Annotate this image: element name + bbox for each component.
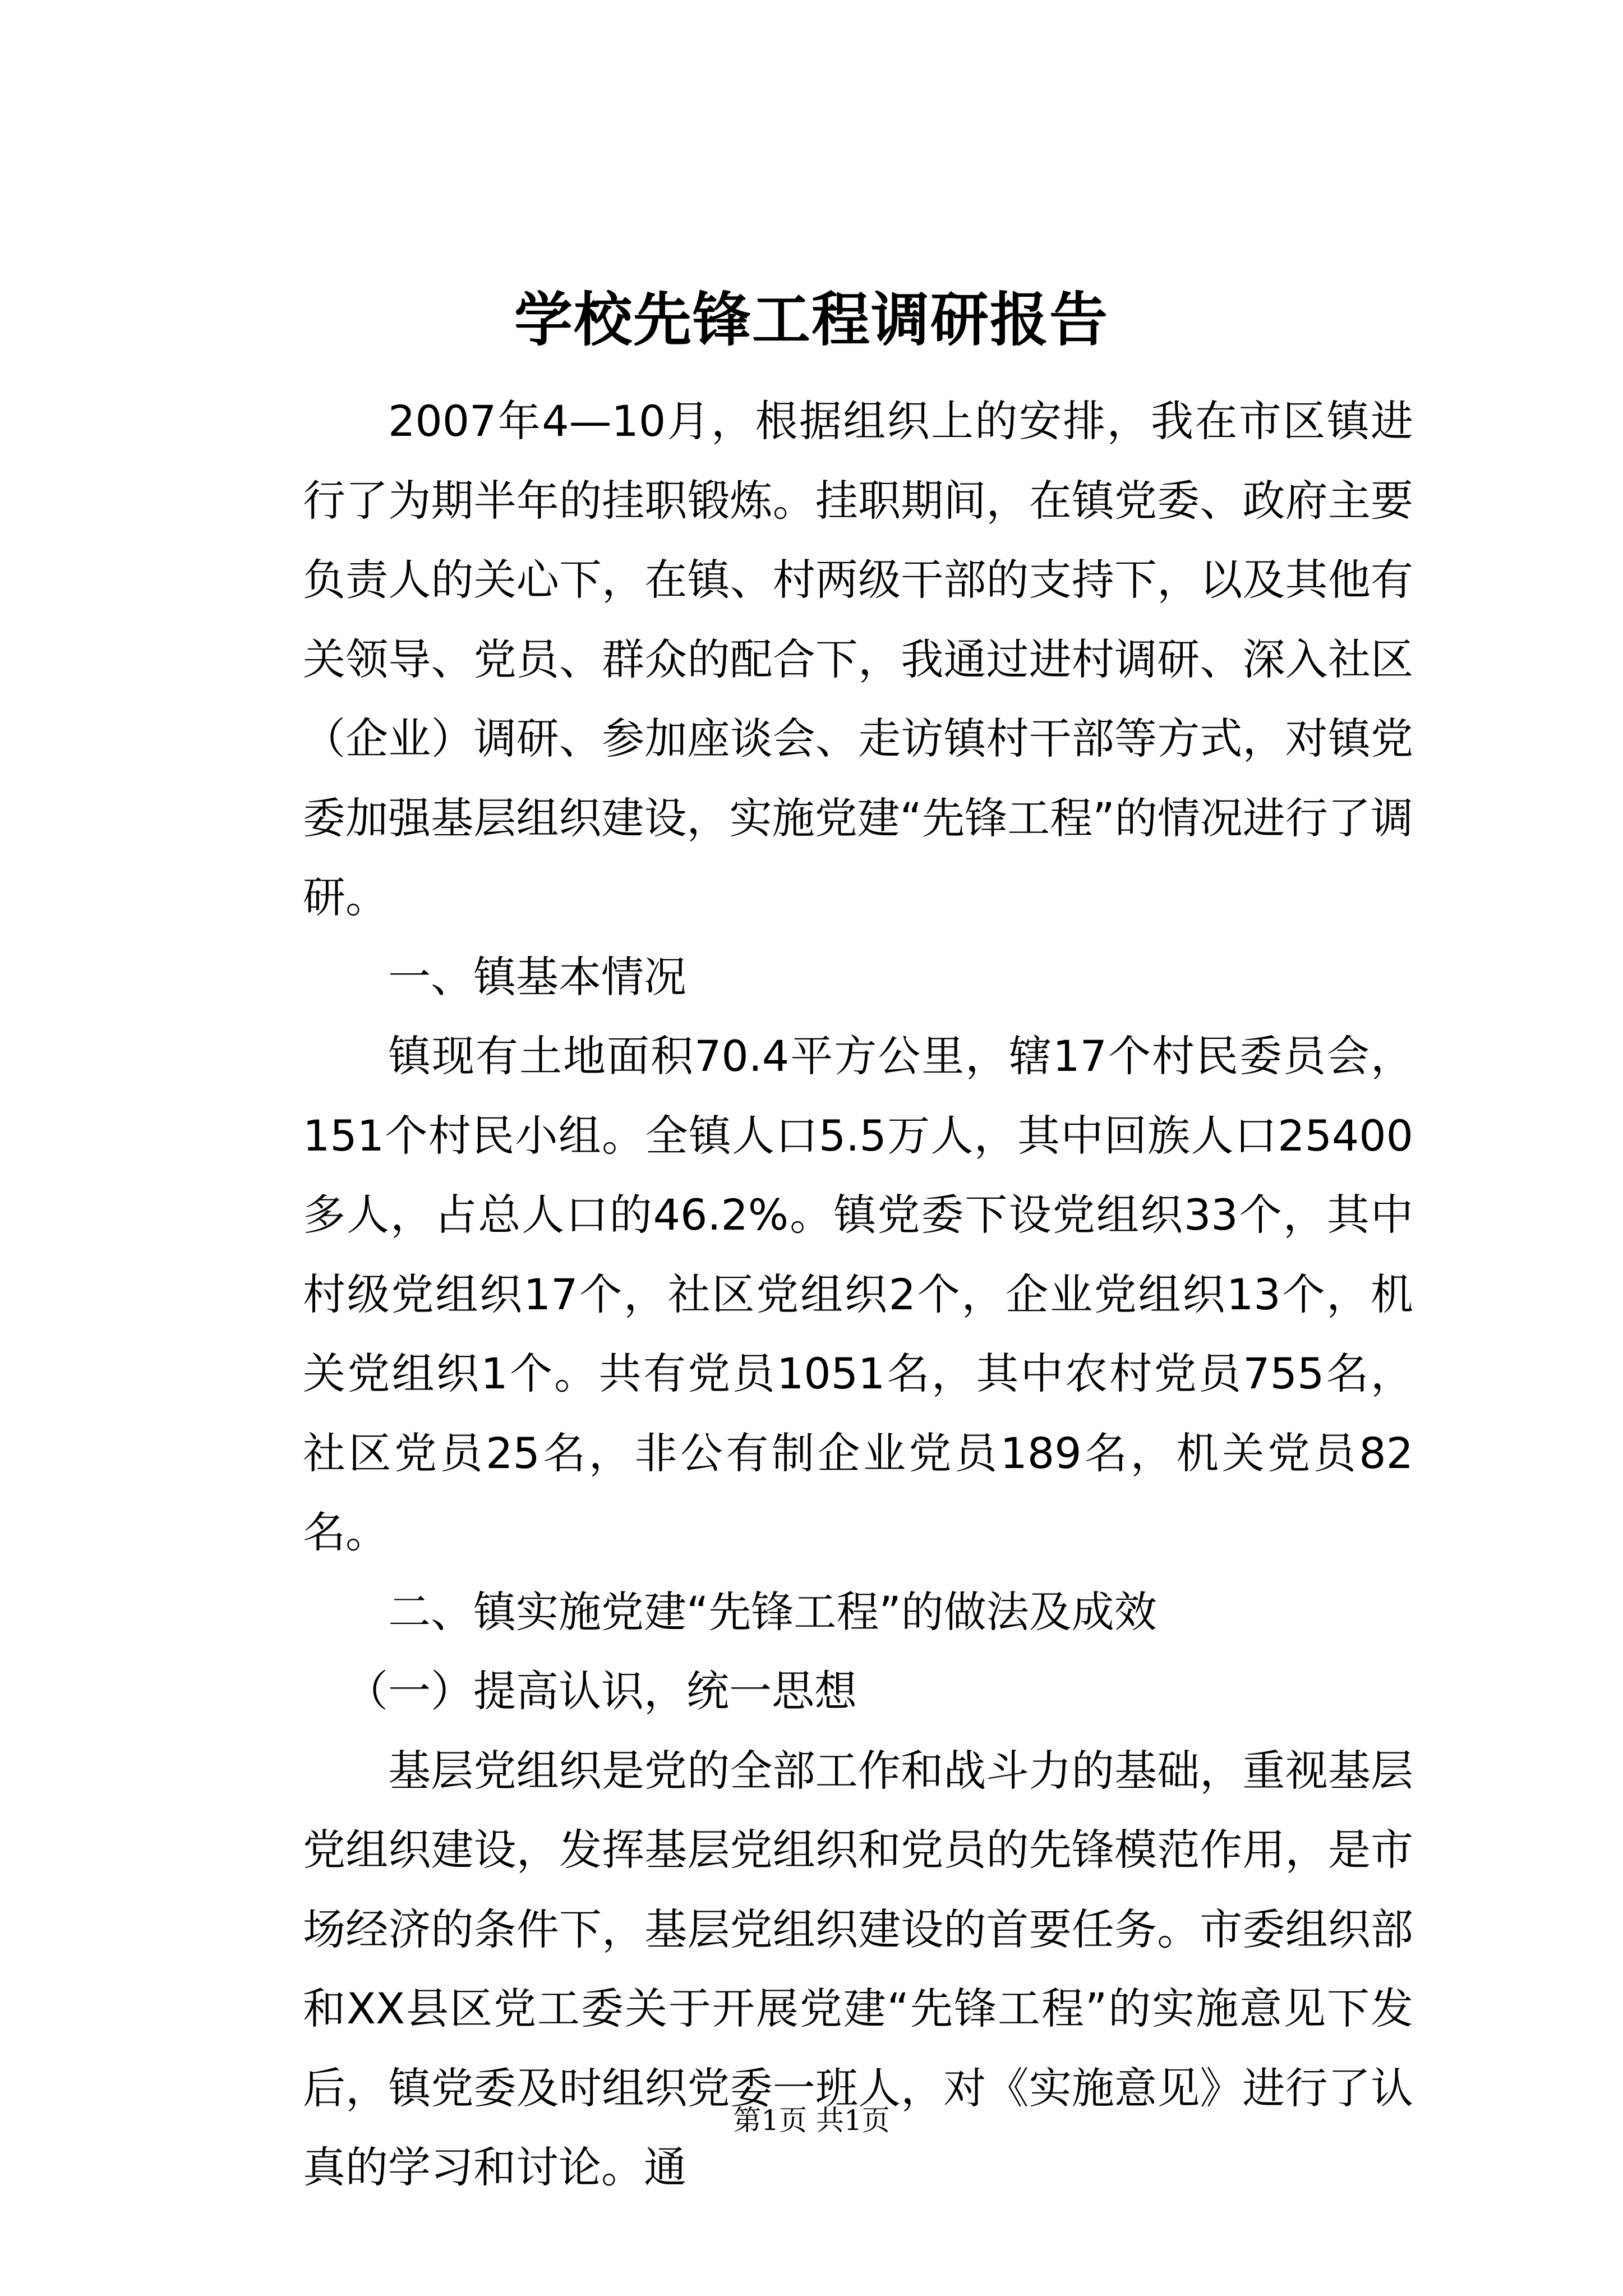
document-body (303, 381, 1413, 2207)
paragraph-raise-awareness: 基层党组织是党的全部工作和战斗力的基础，重视基层党组织建设，发挥基层党组织和党员的先锋模范作用，是市场经济的条件下，基层党组织建设的首要任务。市委组织部和XX县区党工委关于开展党建“先锋工程”的实施意见下发后，镇党委及时组织党委一班人，对《实施意见》进行了认真的学习和讨论。通 (303, 1745, 1413, 2192)
section-heading-practices: 二、镇实施党建“先锋工程”的做法及成效 (388, 1586, 1157, 1637)
paragraph-basic-situation: 镇现有土地面积70.4平方公里，辖17个村民委员会，151个村民小组。全镇人口5.5万人，其中回族人口25400多人，占总人口的46.2%。镇党委下设党组织33个，其中村级党组织17个，社区党组织2个，企业党组织13个，机关党组织1个。共有党员1051名，其中农村党员755名，社区党员25名，非公有制企业党员189名，机关党员82名。 (303, 1031, 1413, 1557)
section-heading-basic-situation: 一、镇基本情况 (388, 951, 686, 1002)
page-footer: 第1页 共1页 (733, 2104, 890, 2137)
document-title: 学校先锋工程调研报告 (514, 285, 1109, 354)
paragraph-intro: 2007年4—10月，根据组织上的安排，我在市区镇进行了为期半年的挂职锻炼。挂职期间，在镇党委、政府主要负责人的关心下，在镇、村两级干部的支持下，以及其他有关领导、党员、群众的配合下，我通过进村调研、深入社区（企业）调研、参加座谈会、走访镇村干部等方式，对镇党委加强基层组织建设，实施党建“先锋工程”的情况进行了调研。 (303, 396, 1413, 922)
subsection-heading-raise-awareness: （一）提高认识，统一思想 (345, 1666, 857, 1716)
